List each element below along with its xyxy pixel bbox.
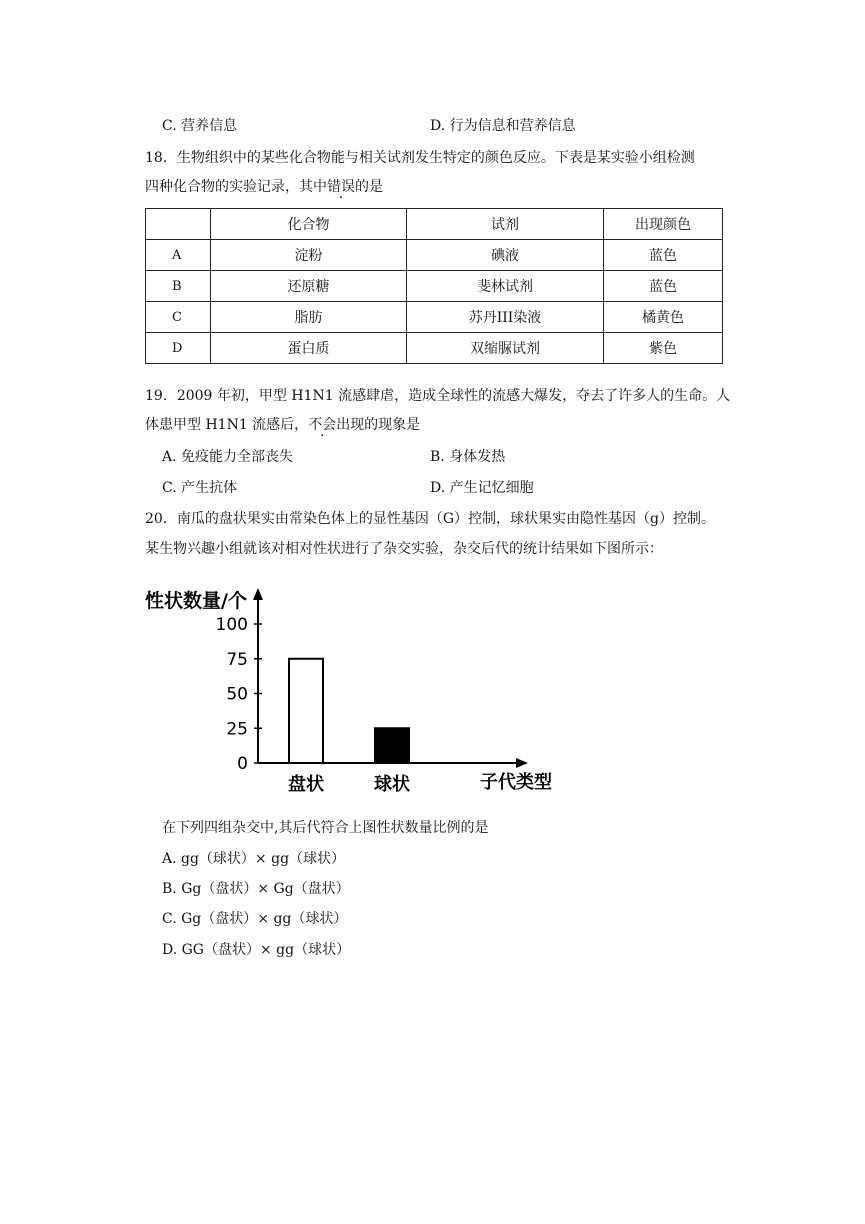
- table-cell: 双缩脲试剂: [407, 333, 604, 364]
- q19-option-b: B. 身体发热: [430, 449, 506, 465]
- table-cell: A: [146, 240, 211, 271]
- table-cell: 橘黄色: [604, 302, 723, 333]
- y-tick-label: 0: [237, 754, 248, 774]
- q20-option-a: A. gg（球状）× gg（球状）: [162, 851, 346, 867]
- table-header-cell: [146, 209, 211, 240]
- table-cell: 紫色: [604, 333, 723, 364]
- chart-background: [140, 580, 565, 800]
- table-header-cell: 化合物: [211, 209, 407, 240]
- q19-stem-pre: 体患甲型 H1N1 流感后，: [145, 417, 309, 433]
- q17-option-d: D. 行为信息和营养信息: [430, 118, 576, 134]
- q20-option-b: B. Gg（盘状）× Gg（盘状）: [162, 881, 350, 897]
- q18-stem-line1: 18．生物组织中的某些化合物能与相关试剂发生特定的颜色反应。下表是某实验小组检测: [145, 150, 695, 166]
- q20-question: 在下列四组杂交中,其后代符合上图性状数量比例的是: [162, 820, 489, 836]
- table-cell: 碘液: [407, 240, 604, 271]
- trait-count-bar-chart: [140, 580, 565, 800]
- table-cell: 斐林试剂: [407, 271, 604, 302]
- y-tick-label: 25: [226, 719, 248, 740]
- q19-stem-line2: [145, 414, 420, 434]
- category-label: 盘状: [288, 774, 324, 795]
- table-cell: 苏丹III染液: [407, 302, 604, 333]
- q19-emphasis: 不会: [308, 417, 337, 433]
- q19-option-a: A. 免疫能力全部丧失: [162, 449, 294, 465]
- table-header-cell: 试剂: [407, 209, 604, 240]
- y-tick-label: 100: [215, 615, 248, 635]
- q19-option-c: C. 产生抗体: [162, 480, 238, 496]
- table-cell: 脂肪: [211, 302, 407, 333]
- q20-option-c: C. Gg（盘状）× gg（球状）: [162, 911, 348, 927]
- bar-sphere: [375, 728, 409, 763]
- q17-option-c: C. 营养信息: [162, 118, 238, 134]
- table-row: [146, 240, 723, 271]
- table-cell: 蛋白质: [211, 333, 407, 364]
- q18-stem-line2: [145, 176, 383, 196]
- q20-stem-line1: 20．南瓜的盘状果实由常染色体上的显性基因（G）控制，球状果实由隐性基因（g）控制。: [145, 511, 715, 527]
- q18-stem-pre: 四种化合物的实验记录，其中: [145, 179, 327, 195]
- table-row: [146, 271, 723, 302]
- q20-stem-line2: 某生物兴趣小组就该对相对性状进行了杂交实验，杂交后代的统计结果如下图所示：: [145, 541, 663, 557]
- q18-experiment-table: [145, 208, 723, 364]
- x-axis-label: 子代类型: [480, 772, 552, 793]
- table-cell: C: [146, 302, 211, 333]
- table-cell: 蓝色: [604, 240, 723, 271]
- q19-stem-line1: 19．2009 年初，甲型 H1N1 流感肆虐，造成全球性的流感大爆发，夺去了许多人的生命。人: [145, 388, 731, 404]
- table-header-cell: 出现颜色: [604, 209, 723, 240]
- table-cell: D: [146, 333, 211, 364]
- table-cell: 蓝色: [604, 271, 723, 302]
- y-tick-label: 75: [226, 649, 248, 670]
- q18-stem-post: 的是: [355, 179, 383, 195]
- category-label: 球状: [374, 774, 410, 795]
- table-row: [146, 302, 723, 333]
- table-cell: 还原糖: [211, 271, 407, 302]
- q20-option-d: D. GG（盘状）× gg（球状）: [162, 942, 351, 958]
- y-tick-label: 50: [226, 684, 248, 705]
- q19-stem-post: 出现的现象是: [336, 417, 421, 433]
- table-row: [146, 333, 723, 364]
- q19-option-d: D. 产生记忆细胞: [430, 480, 534, 496]
- bar-disc: [289, 659, 323, 763]
- table-cell: 淀粉: [211, 240, 407, 271]
- table-header-row: [146, 209, 723, 240]
- table-cell: B: [146, 271, 211, 302]
- q18-emphasis: 错误: [327, 179, 355, 195]
- y-axis-label: 性状数量/个: [145, 590, 247, 612]
